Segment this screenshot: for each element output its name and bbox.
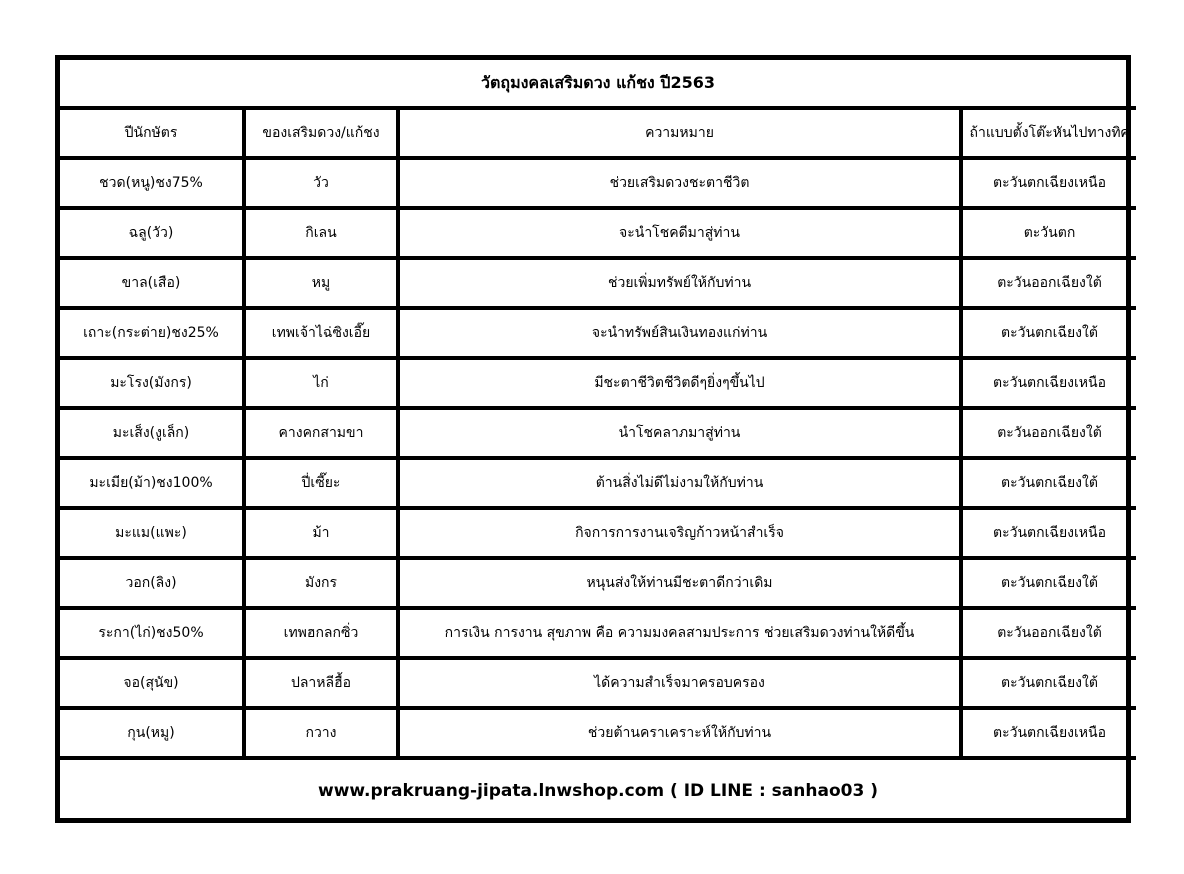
amulet-cell: ไก่ — [244, 358, 398, 408]
direction-cell: ตะวันออกเฉียงใต้ — [961, 608, 1136, 658]
zodiac-year-cell: มะเมีย(ม้า)ชง100% — [60, 458, 244, 508]
zodiac-year-cell: กุน(หมู) — [60, 708, 244, 758]
table-row — [60, 658, 1136, 708]
amulet-cell: กิเลน — [244, 208, 398, 258]
amulet-cell: หมู — [244, 258, 398, 308]
footer-website-line-id: www.prakruang-jipata.lnwshop.com ( ID LINE : sanhao03 ) — [60, 758, 1136, 822]
meaning-cell: จะนำทรัพย์สินเงินทองแก่ท่าน — [398, 308, 961, 358]
zodiac-year-cell: ระกา(ไก่)ชง50% — [60, 608, 244, 658]
zodiac-year-cell: ขาล(เสือ) — [60, 258, 244, 308]
zodiac-year-cell: เถาะ(กระต่าย)ชง25% — [60, 308, 244, 358]
direction-cell: ตะวันตก — [961, 208, 1136, 258]
table-row — [60, 708, 1136, 758]
meaning-cell: ช่วยเพิ่มทรัพย์ให้กับท่าน — [398, 258, 961, 308]
meaning-cell: จะนำโชคดีมาสู่ท่าน — [398, 208, 961, 258]
amulet-cell: กวาง — [244, 708, 398, 758]
table-row — [60, 608, 1136, 658]
table-row — [60, 208, 1136, 258]
table-row — [60, 408, 1136, 458]
amulet-cell: มังกร — [244, 558, 398, 608]
direction-cell: ตะวันตกเฉียงเหนือ — [961, 508, 1136, 558]
meaning-cell: ต้านสิ่งไม่ดีไม่งามให้กับท่าน — [398, 458, 961, 508]
zodiac-year-cell: ชวด(หนู)ชง75% — [60, 158, 244, 208]
header-direction: ถ้าแบบตั้งโต๊ะหันไปทางทิศ — [961, 108, 1136, 158]
title-row — [60, 60, 1136, 108]
meaning-cell: ได้ความสำเร็จมาครอบครอง — [398, 658, 961, 708]
header-meaning: ความหมาย — [398, 108, 961, 158]
table-row — [60, 308, 1136, 358]
amulet-table — [60, 60, 1136, 822]
header-amulet: ของเสริมดวง/แก้ชง — [244, 108, 398, 158]
table-row — [60, 358, 1136, 408]
zodiac-year-cell: ฉลู(วัว) — [60, 208, 244, 258]
meaning-cell: มีชะตาชีวิตชีวิตดีๆยิ่งๆขึ้นไป — [398, 358, 961, 408]
table-row — [60, 158, 1136, 208]
amulet-cell: วัว — [244, 158, 398, 208]
direction-cell: ตะวันตกเฉียงใต้ — [961, 658, 1136, 708]
table-row — [60, 508, 1136, 558]
zodiac-year-cell: มะโรง(มังกร) — [60, 358, 244, 408]
direction-cell: ตะวันตกเฉียงใต้ — [961, 308, 1136, 358]
direction-cell: ตะวันตกเฉียงเหนือ — [961, 158, 1136, 208]
amulet-table-sheet — [55, 55, 1131, 823]
amulet-cell: ปี่เซี๊ยะ — [244, 458, 398, 508]
footer-row — [60, 758, 1136, 822]
meaning-cell: กิจการการงานเจริญก้าวหน้าสำเร็จ — [398, 508, 961, 558]
table-title: วัตถุมงคลเสริมดวง แก้ชง ปี2563 — [60, 60, 1136, 108]
amulet-cell: ม้า — [244, 508, 398, 558]
zodiac-year-cell: มะเส็ง(งูเล็ก) — [60, 408, 244, 458]
header-row — [60, 108, 1136, 158]
direction-cell: ตะวันตกเฉียงใต้ — [961, 558, 1136, 608]
meaning-cell: นำโชคลาภมาสู่ท่าน — [398, 408, 961, 458]
direction-cell: ตะวันตกเฉียงเหนือ — [961, 708, 1136, 758]
meaning-cell: หนุนส่งให้ท่านมีชะตาดีกว่าเดิม — [398, 558, 961, 608]
table-row — [60, 258, 1136, 308]
amulet-cell: เทพเจ้าไฉ่ซิงเอี๊ย — [244, 308, 398, 358]
direction-cell: ตะวันตกเฉียงเหนือ — [961, 358, 1136, 408]
direction-cell: ตะวันออกเฉียงใต้ — [961, 408, 1136, 458]
zodiac-year-cell: มะแม(แพะ) — [60, 508, 244, 558]
amulet-cell: เทพฮกลกซิ่ว — [244, 608, 398, 658]
zodiac-year-cell: วอก(ลิง) — [60, 558, 244, 608]
zodiac-year-cell: จอ(สุนัข) — [60, 658, 244, 708]
amulet-cell: คางคกสามขา — [244, 408, 398, 458]
header-zodiac-year: ปีนักษัตร — [60, 108, 244, 158]
amulet-cell: ปลาหลีฮื้อ — [244, 658, 398, 708]
direction-cell: ตะวันตกเฉียงใต้ — [961, 458, 1136, 508]
meaning-cell: ช่วยต้านคราเคราะห์ให้กับท่าน — [398, 708, 961, 758]
meaning-cell: การเงิน การงาน สุขภาพ คือ ความมงคลสามประการ ช่วยเสริมดวงท่านให้ดีขึ้น — [398, 608, 961, 658]
meaning-cell: ช่วยเสริมดวงชะตาชีวิต — [398, 158, 961, 208]
table-row — [60, 458, 1136, 508]
table-row — [60, 558, 1136, 608]
direction-cell: ตะวันออกเฉียงใต้ — [961, 258, 1136, 308]
